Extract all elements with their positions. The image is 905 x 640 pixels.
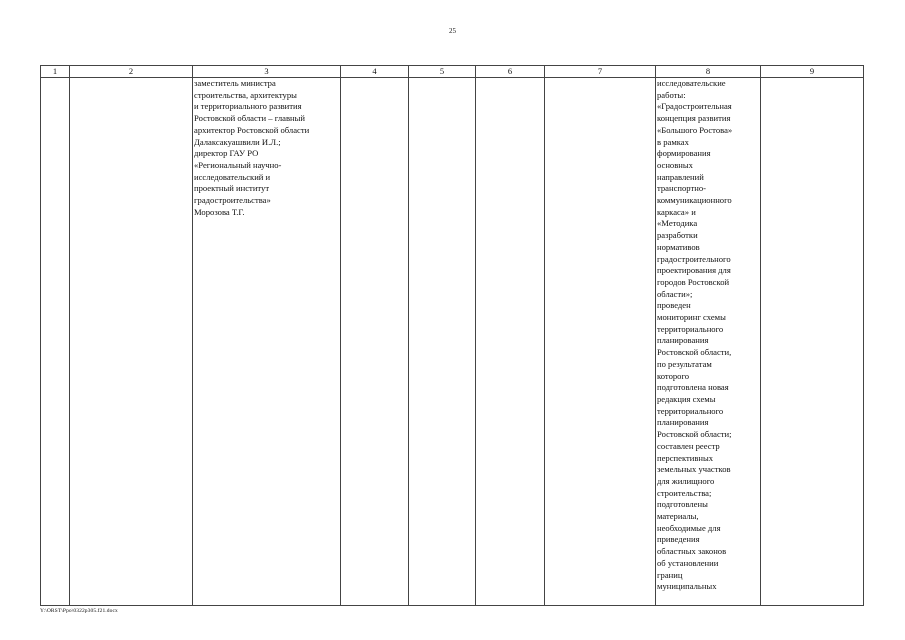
cell-text-line: составлен реестр xyxy=(657,440,720,451)
cell-col-7 xyxy=(545,78,656,606)
cell-text-line: транспортно- xyxy=(657,183,706,194)
cell-text-line: проведен xyxy=(657,300,691,311)
cell-text-line: Ростовской области; xyxy=(657,429,732,440)
cell-text-line: нормативов xyxy=(657,241,700,252)
cell-text-line: Далаксакуашвили И.Л.; xyxy=(194,136,281,147)
cell-text-line: области»; xyxy=(657,288,693,299)
cell-text-line: которого xyxy=(657,370,690,381)
cell-text-line: строительства, архитектуры xyxy=(194,89,297,100)
cell-text-line: «Региональный научно- xyxy=(194,159,282,170)
cell-text-line: основных xyxy=(657,159,693,170)
cell-col-4 xyxy=(341,78,409,606)
cell-text-line: и территориального развития xyxy=(194,101,302,112)
cell-text-line: директор ГАУ РО xyxy=(194,148,259,159)
cell-text-line: по результатам xyxy=(657,358,712,369)
file-path-footer: Y:\ORST\Ppo\0322p305.f21.docx xyxy=(40,608,118,614)
cell-text-line: перспективных xyxy=(657,452,714,463)
cell-text-line: строительства; xyxy=(657,487,712,498)
cell-text-line: мониторинг схемы xyxy=(657,312,726,323)
cell-text-line: об установлении xyxy=(657,557,719,568)
cell-text-line: для жилищного xyxy=(657,475,715,486)
cell-text-line: градостроительства» xyxy=(194,195,271,206)
cell-text-line: исследовательские xyxy=(657,78,726,88)
cell-text-line: в рамках xyxy=(657,136,689,147)
cell-text-line: Ростовской области, xyxy=(657,347,732,358)
cell-col-6 xyxy=(476,78,545,606)
cell-text-line: городов Ростовской xyxy=(657,276,730,287)
cell-col-5 xyxy=(409,78,476,606)
report-table xyxy=(40,65,864,606)
cell-col-1 xyxy=(41,78,70,606)
cell-text-line: исследовательский и xyxy=(194,171,271,182)
cell-text-line: «Градостроительная xyxy=(657,101,732,112)
cell-text-line: работы: xyxy=(657,89,686,100)
column-header-4: 4 xyxy=(341,66,409,78)
cell-text-line: каркаса» и xyxy=(657,206,696,217)
cell-text-line: подготовлены xyxy=(657,499,708,510)
column-header-2: 2 xyxy=(70,66,193,78)
cell-col-9 xyxy=(761,78,864,606)
cell-text-line: направлений xyxy=(657,171,704,182)
cell-text-line: «Методика xyxy=(657,218,698,229)
cell-text-line: территориального xyxy=(657,405,724,416)
cell-text-line: разработки xyxy=(657,230,698,241)
cell-text-line: заместитель министра xyxy=(194,78,276,88)
cell-text-line: муниципальных xyxy=(657,581,717,592)
column-number-row xyxy=(41,66,864,78)
column-header-8: 8 xyxy=(656,66,761,78)
page-number: 25 xyxy=(449,27,456,35)
cell-text-line: концепция развития xyxy=(657,113,731,124)
column-header-3: 3 xyxy=(193,66,341,78)
column-header-1: 1 xyxy=(41,66,70,78)
cell-text-line: земельных участков xyxy=(657,464,731,475)
cell-text-line: Морозова Т.Г. xyxy=(194,206,245,217)
cell-text-line: Ростовской области – главный xyxy=(194,113,305,124)
cell-text-line: «Большого Ростова» xyxy=(657,124,733,135)
column-header-9: 9 xyxy=(761,66,864,78)
cell-text-line: областных законов xyxy=(657,546,727,557)
cell-text-line: проектирования для xyxy=(657,265,731,276)
cell-text-line: формирования xyxy=(657,148,711,159)
cell-text-line: проектный институт xyxy=(194,183,270,194)
column-header-7: 7 xyxy=(545,66,656,78)
cell-col-3-responsible xyxy=(193,78,341,606)
cell-text-line: приведения xyxy=(657,534,700,545)
cell-text-line: планирования xyxy=(657,417,709,428)
cell-text-line: коммуникационного xyxy=(657,195,732,206)
cell-col-8-results xyxy=(656,78,761,606)
cell-text-line: архитектор Ростовской области xyxy=(194,124,310,135)
cell-text-line: подготовлена новая xyxy=(657,382,729,393)
table-row xyxy=(41,78,864,606)
column-header-6: 6 xyxy=(476,66,545,78)
cell-text-line: материалы, xyxy=(657,511,699,522)
column-header-5: 5 xyxy=(409,66,476,78)
cell-text-line: редакция схемы xyxy=(657,393,716,404)
cell-text-line: градостроительного xyxy=(657,253,731,264)
cell-text-line: территориального xyxy=(657,323,724,334)
cell-text-line: границ xyxy=(657,569,683,580)
cell-text-line: необходимые для xyxy=(657,522,721,533)
cell-col-2 xyxy=(70,78,193,606)
cell-text-line: планирования xyxy=(657,335,709,346)
